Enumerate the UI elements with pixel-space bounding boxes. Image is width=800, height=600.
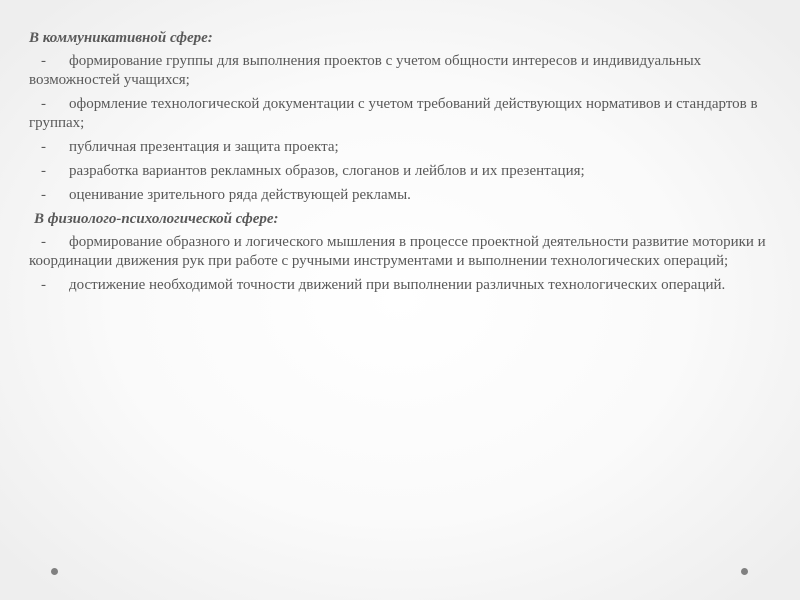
decorative-dot-right [741, 568, 748, 575]
list-item [29, 233, 774, 271]
section-heading-physiological: В физиолого-психологической сфере: [34, 211, 279, 227]
list-item [29, 95, 774, 133]
list-item-text: оформление технологической документации с учетом требований действующих нормативов и стандартов в группах; [29, 96, 758, 131]
decorative-dot-left [51, 568, 58, 575]
list-item-text: достижение необходимой точности движений при выполнении различных технологических операций. [69, 277, 726, 293]
list-item-text: формирование группы для выполнения проектов с учетом общности интересов и индивидуальных возможностей учащихся; [29, 53, 702, 88]
list-item [29, 276, 774, 295]
section-heading-communicative: В коммуникативной сфере: [29, 30, 213, 46]
list-item [29, 52, 774, 90]
dash-bullet: - [41, 234, 46, 250]
slide-body [29, 29, 774, 300]
dash-bullet: - [41, 277, 46, 293]
list-item-text: разработка вариантов рекламных образов, слоганов и лейблов и их презентация; [69, 163, 585, 179]
dash-bullet: - [41, 96, 46, 112]
list-item [29, 186, 774, 205]
list-item-text: формирование образного и логического мышления в процессе проектной деятельности развитие моторики и координации движения рук при работе с ручными инструментами и выполнении технологических операций; [29, 234, 766, 269]
list-item [29, 162, 774, 181]
communicative-list [29, 52, 774, 205]
dash-bullet: - [41, 139, 46, 155]
dash-bullet: - [41, 163, 46, 179]
list-item [29, 138, 774, 157]
dash-bullet: - [41, 187, 46, 203]
physiological-list [29, 233, 774, 295]
list-item-text: оценивание зрительного ряда действующей рекламы. [69, 187, 411, 203]
dash-bullet: - [41, 53, 46, 69]
list-item-text: публичная презентация и защита проекта; [69, 139, 339, 155]
